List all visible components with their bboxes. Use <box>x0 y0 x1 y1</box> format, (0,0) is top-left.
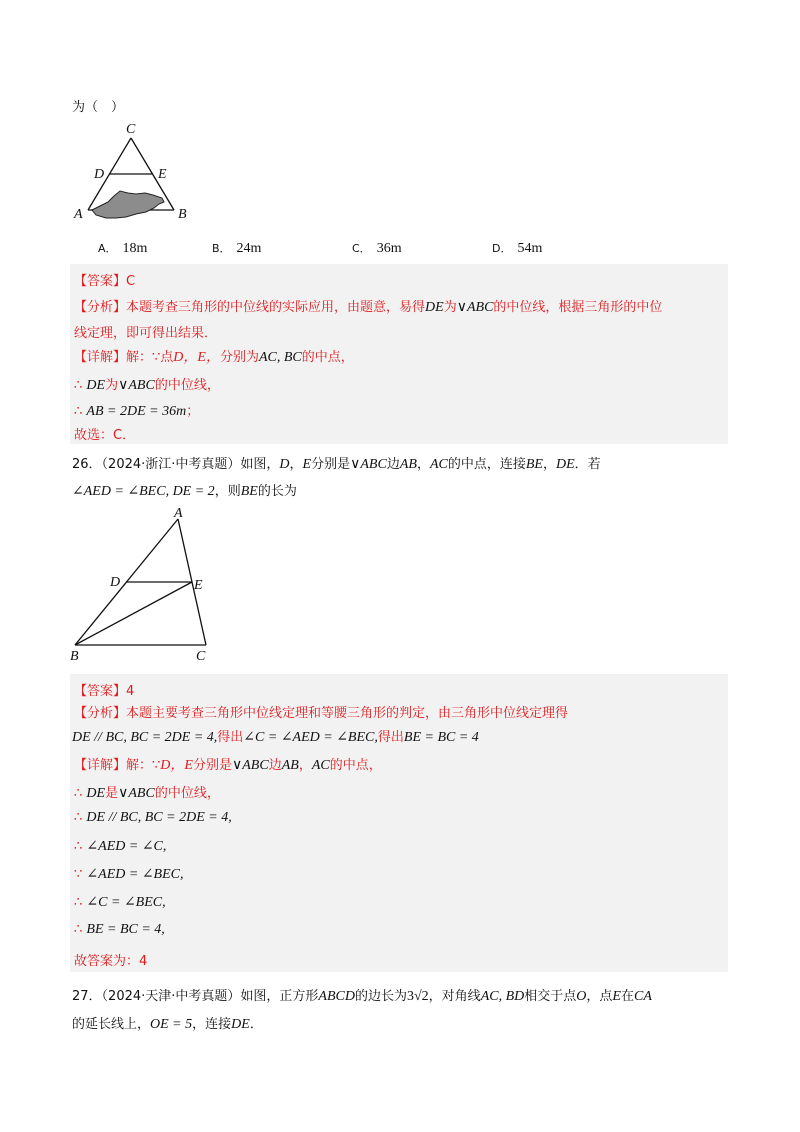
q25-option-a <box>98 240 147 257</box>
q25-label-e: E <box>158 167 167 182</box>
math-condition: ∠AED = ∠BEC, DE = 2 <box>72 484 215 499</box>
q25-label-c: C <box>126 122 136 137</box>
detail-text: 边 <box>268 758 282 773</box>
question-text: ，点 <box>586 989 613 1004</box>
math-triangle-abc: ∨ABC <box>456 300 494 315</box>
analysis-text: 本题考查三角形的中位线的实际应用，由题意，易得 <box>126 300 426 315</box>
q26-step <box>74 838 166 855</box>
question-text: 相交于点 <box>524 989 577 1004</box>
option-letter: C． <box>352 242 371 255</box>
q26-figure <box>64 505 224 667</box>
q26-label-c: C <box>196 649 206 664</box>
math-equation: BE = BC = 4, <box>86 922 165 937</box>
answer-value: 4 <box>126 684 135 699</box>
math-ab: AB <box>281 758 299 773</box>
math-e: E <box>302 457 312 472</box>
analysis-text: 本题主要考查三角形中位线定理和等腰三角形的判定，由三角形中位线定理得 <box>126 706 569 721</box>
analysis-text: 得出 <box>217 730 244 745</box>
question-text: ， <box>289 457 303 472</box>
question-text: 的边长为 <box>354 989 407 1004</box>
math-diagonals: AC, BD <box>480 989 525 1004</box>
math-e: E <box>612 989 621 1004</box>
q25-detail-line3 <box>74 400 199 420</box>
analysis-text: 得出 <box>377 730 404 745</box>
therefore-symbol: ∴ <box>74 378 83 393</box>
question-text: 26．（2024·浙江·中考真题）如图， <box>72 457 280 472</box>
answer-value: C <box>126 274 136 289</box>
option-value: 18m <box>122 241 148 256</box>
option-letter: A． <box>98 242 117 255</box>
question-text: 的延长线上， <box>72 1017 151 1032</box>
answer-tag: 【答案】 <box>74 684 127 699</box>
math-ac-bc: AC, BC <box>258 350 302 365</box>
question-text: 27．（2024·天津·中考真题）如图，正方形 <box>72 989 319 1004</box>
math-d: D <box>279 457 290 472</box>
therefore-symbol: ∴ <box>74 786 83 801</box>
math-ca: CA <box>633 989 652 1004</box>
math-triangle-abc: ∨ABC <box>118 378 155 393</box>
therefore-symbol: ∴ <box>74 404 83 419</box>
q26-step <box>74 810 232 826</box>
q25-option-d <box>492 240 542 257</box>
q25-analysis-line1 <box>74 296 662 316</box>
q26-detail-line1 <box>74 754 382 774</box>
because-symbol: ∵ <box>74 867 83 882</box>
math-de: DE <box>556 457 575 472</box>
math-triangle-abc: ∨ABC <box>231 758 269 773</box>
q26-final-line: 故答案为：4 <box>74 954 148 969</box>
q25-option-b <box>212 240 261 257</box>
detail-text: 解：∵点 <box>126 350 174 365</box>
detail-text: 为 <box>105 378 119 393</box>
option-letter: B． <box>212 242 231 255</box>
detail-text: ， <box>298 758 312 773</box>
q25-label-b: B <box>178 207 187 222</box>
question-text: ． <box>249 1017 263 1032</box>
math-abcd: ABCD <box>318 989 355 1004</box>
detail-tag: 【详解】 <box>74 758 127 773</box>
detail-text: 分别为 <box>219 350 259 365</box>
q26-step <box>74 894 166 911</box>
question-text: ， <box>542 457 556 472</box>
q26-label-e: E <box>194 578 203 593</box>
q25-choose-line: 故选：C． <box>74 428 136 443</box>
q25-detail-line1 <box>74 346 354 366</box>
therefore-symbol: ∴ <box>74 810 83 825</box>
question-text: 边 <box>386 457 400 472</box>
math-equation: DE // BC, BC = 2DE = 4, <box>86 810 232 825</box>
question-text: 分别是 <box>311 457 351 472</box>
math-ab: AB <box>399 457 417 472</box>
question-text: ，则 <box>214 484 241 499</box>
math-side-length: 3√2 <box>406 989 429 1004</box>
math-equation: ∠AED = ∠BEC, <box>86 867 184 882</box>
math-de: DE <box>86 378 106 393</box>
detail-tag: 【详解】 <box>74 350 127 365</box>
q26-analysis-line2 <box>72 726 479 746</box>
question-text: 的长为 <box>257 484 297 499</box>
q26-label-b: B <box>70 649 79 664</box>
q26-question-line1 <box>72 453 601 473</box>
q26-step <box>74 922 165 938</box>
therefore-symbol: ∴ <box>74 839 83 854</box>
q26-question-line2 <box>72 480 297 500</box>
detail-text: 的中点， <box>301 350 354 365</box>
math-de: DE <box>425 300 444 315</box>
q25-question-tail: 为（ ） <box>72 100 125 115</box>
math-de: DE <box>86 786 106 801</box>
detail-text: 的中位线， <box>154 378 220 393</box>
math-equation: BE = BC = 4 <box>403 730 479 745</box>
question-text: 的中点，连接 <box>447 457 526 472</box>
q26-step <box>74 782 220 802</box>
q25-label-d: D <box>94 167 105 182</box>
therefore-symbol: ∴ <box>74 922 83 937</box>
analysis-tag: 【分析】 <box>74 300 127 315</box>
analysis-text: 的中位线，根据三角形的中位 <box>493 300 663 315</box>
detail-text: 分别是 <box>192 758 232 773</box>
math-equation: ∠C = ∠BEC, <box>86 895 166 910</box>
q26-answer-line <box>74 680 134 699</box>
q25-analysis-line2: 线定理，即可得出结果． <box>74 326 218 341</box>
q25-answer-line <box>74 270 135 289</box>
math-be: BE <box>525 457 543 472</box>
math-points-de: D，E <box>160 758 193 773</box>
detail-text: 解：∵ <box>126 758 161 773</box>
math-ac: AC <box>429 457 448 472</box>
q25-label-a: A <box>74 207 83 222</box>
math-equation: ∠AED = ∠C, <box>86 839 167 854</box>
q25-figure <box>66 118 196 226</box>
math-equation: DE // BC, BC = 2DE = 4, <box>72 730 218 745</box>
question-text: 在 <box>620 989 634 1004</box>
option-value: 36m <box>376 241 402 256</box>
math-points-de: D，E， <box>173 350 220 365</box>
option-value: 54m <box>517 241 543 256</box>
q25-option-c <box>352 240 402 257</box>
analysis-tag: 【分析】 <box>74 706 127 721</box>
option-value: 24m <box>236 241 262 256</box>
q26-label-d: D <box>110 575 121 590</box>
q26-label-a: A <box>174 506 183 521</box>
math-o: O <box>576 989 587 1004</box>
therefore-symbol: ∴ <box>74 895 83 910</box>
q27-question-line2 <box>72 1013 263 1033</box>
q26-segment-be <box>75 582 192 645</box>
question-text: ，对角线 <box>428 989 481 1004</box>
analysis-text: 为 <box>443 300 457 315</box>
option-letter: D． <box>492 242 512 255</box>
detail-text: 的中位线， <box>154 786 220 801</box>
q26-answer-block <box>70 674 728 972</box>
math-oe: OE = 5 <box>150 1017 193 1032</box>
answer-tag: 【答案】 <box>74 274 127 289</box>
question-text: ．若 <box>574 457 601 472</box>
q27-question-line1 <box>72 985 652 1005</box>
math-equation: AB = 2DE = 36m <box>86 404 187 419</box>
detail-text: 是 <box>105 786 119 801</box>
q25-answer-block <box>70 264 728 444</box>
math-de: DE <box>231 1017 250 1032</box>
detail-text: 的中点， <box>329 758 382 773</box>
math-triangle-abc: ∨ABC <box>350 457 387 472</box>
q26-analysis-line1 <box>74 702 568 721</box>
question-text: ，连接 <box>192 1017 232 1032</box>
q26-step <box>74 866 184 883</box>
math-ac: AC <box>311 758 330 773</box>
math-be: BE <box>240 484 258 499</box>
question-text: ， <box>416 457 430 472</box>
q25-lake-shape <box>92 191 164 218</box>
math-triangle-abc: ∨ABC <box>118 786 155 801</box>
q25-detail-line2 <box>74 374 220 394</box>
math-equation: ∠C = ∠AED = ∠BEC, <box>243 730 378 745</box>
detail-text: ； <box>186 404 200 419</box>
